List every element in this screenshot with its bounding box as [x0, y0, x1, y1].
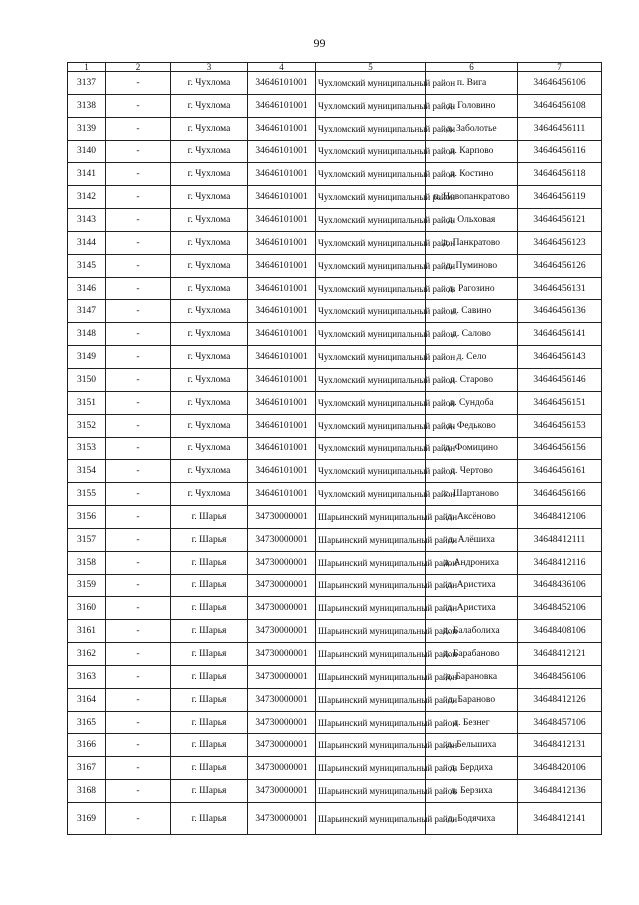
okato-cell: 34646456136	[518, 300, 602, 323]
okato-cell: 34648412106	[518, 506, 602, 529]
table-row	[68, 254, 602, 277]
table-row	[68, 483, 602, 506]
okato-cell: 34648412121	[518, 643, 602, 666]
column2-cell: -	[106, 186, 171, 209]
column-header: 2	[106, 63, 171, 72]
table-row	[68, 300, 602, 323]
district-cell: Шарьинский муниципальный район	[316, 551, 426, 574]
code-cell: 34646101001	[248, 414, 316, 437]
column-header: 4	[248, 63, 316, 72]
okato-cell: 34646456126	[518, 254, 602, 277]
column2-cell: -	[106, 437, 171, 460]
header-row	[68, 63, 602, 72]
okato-cell: 34646456121	[518, 209, 602, 232]
code-cell: 34646101001	[248, 323, 316, 346]
column2-cell: -	[106, 460, 171, 483]
table-row	[68, 231, 602, 254]
locality-cell: д. Бодячиха	[426, 803, 518, 835]
column2-cell: -	[106, 780, 171, 803]
table-row	[68, 734, 602, 757]
locality-cell: д. Федьково	[426, 414, 518, 437]
row-number-cell: 3144	[68, 231, 106, 254]
row-number-cell: 3139	[68, 117, 106, 140]
city-cell: г. Чухлома	[171, 140, 248, 163]
code-cell: 34730000001	[248, 803, 316, 835]
column2-cell: -	[106, 368, 171, 391]
code-cell: 34730000001	[248, 574, 316, 597]
table-row	[68, 72, 602, 95]
column2-cell: -	[106, 551, 171, 574]
column2-cell: -	[106, 117, 171, 140]
okato-cell: 34648412116	[518, 551, 602, 574]
column-header: 1	[68, 63, 106, 72]
locality-cell: д. Пуминово	[426, 254, 518, 277]
district-cell: Шарьинский муниципальный район	[316, 643, 426, 666]
city-cell: г. Чухлома	[171, 323, 248, 346]
district-cell: Чухломский муниципальный район	[316, 277, 426, 300]
city-cell: г. Шарья	[171, 551, 248, 574]
code-cell: 34646101001	[248, 346, 316, 369]
locality-cell: д. Рагозино	[426, 277, 518, 300]
okato-cell: 34646456123	[518, 231, 602, 254]
district-cell: Шарьинский муниципальный район	[316, 620, 426, 643]
table-row	[68, 574, 602, 597]
column2-cell: -	[106, 163, 171, 186]
code-cell: 34646101001	[248, 231, 316, 254]
district-cell: Чухломский муниципальный район	[316, 209, 426, 232]
okato-cell: 34648412141	[518, 803, 602, 835]
code-cell: 34646101001	[248, 163, 316, 186]
district-cell: Шарьинский муниципальный район	[316, 528, 426, 551]
city-cell: г. Чухлома	[171, 186, 248, 209]
code-cell: 34730000001	[248, 688, 316, 711]
table-row	[68, 391, 602, 414]
district-cell: Чухломский муниципальный район	[316, 300, 426, 323]
district-cell: Шарьинский муниципальный район	[316, 734, 426, 757]
row-number-cell: 3145	[68, 254, 106, 277]
city-cell: г. Шарья	[171, 620, 248, 643]
code-cell: 34730000001	[248, 757, 316, 780]
city-cell: г. Чухлома	[171, 460, 248, 483]
row-number-cell: 3159	[68, 574, 106, 597]
okato-cell: 34646456116	[518, 140, 602, 163]
city-cell: г. Шарья	[171, 688, 248, 711]
column2-cell: -	[106, 391, 171, 414]
city-cell: г. Чухлома	[171, 163, 248, 186]
table-row	[68, 437, 602, 460]
column2-cell: -	[106, 506, 171, 529]
table-row	[68, 620, 602, 643]
city-cell: г. Чухлома	[171, 209, 248, 232]
table-row	[68, 780, 602, 803]
column2-cell: -	[106, 414, 171, 437]
code-cell: 34646101001	[248, 117, 316, 140]
district-cell: Чухломский муниципальный район	[316, 323, 426, 346]
district-cell: Шарьинский муниципальный район	[316, 665, 426, 688]
locality-cell: п. Вига	[426, 72, 518, 95]
city-cell: г. Чухлома	[171, 117, 248, 140]
city-cell: г. Чухлома	[171, 94, 248, 117]
district-cell: Чухломский муниципальный район	[316, 163, 426, 186]
district-cell: Чухломский муниципальный район	[316, 391, 426, 414]
okato-cell: 34646456118	[518, 163, 602, 186]
locality-cell: д. Барановка	[426, 665, 518, 688]
row-number-cell: 3155	[68, 483, 106, 506]
locality-cell: д. Аристиха	[426, 597, 518, 620]
row-number-cell: 3167	[68, 757, 106, 780]
table-row	[68, 140, 602, 163]
city-cell: г. Шарья	[171, 643, 248, 666]
locality-cell: д. Бараново	[426, 688, 518, 711]
table-row	[68, 186, 602, 209]
locality-cell: д. Бельшиха	[426, 734, 518, 757]
table-row	[68, 757, 602, 780]
column2-cell: -	[106, 209, 171, 232]
locality-cell: д. Салово	[426, 323, 518, 346]
city-cell: г. Шарья	[171, 757, 248, 780]
code-cell: 34730000001	[248, 528, 316, 551]
locality-cell: д. Андрониха	[426, 551, 518, 574]
district-cell: Чухломский муниципальный район	[316, 94, 426, 117]
okato-cell: 34648412136	[518, 780, 602, 803]
table-row	[68, 414, 602, 437]
district-cell: Шарьинский муниципальный район	[316, 597, 426, 620]
okato-cell: 34646456119	[518, 186, 602, 209]
okato-cell: 34648412126	[518, 688, 602, 711]
table-row	[68, 94, 602, 117]
okato-cell: 34646456108	[518, 94, 602, 117]
locality-cell: д. Алёшиха	[426, 528, 518, 551]
row-number-cell: 3166	[68, 734, 106, 757]
column2-cell: -	[106, 574, 171, 597]
row-number-cell: 3154	[68, 460, 106, 483]
code-cell: 34646101001	[248, 300, 316, 323]
locality-cell: д. Балаболиха	[426, 620, 518, 643]
district-cell: Чухломский муниципальный район	[316, 483, 426, 506]
column2-cell: -	[106, 665, 171, 688]
row-number-cell: 3169	[68, 803, 106, 835]
okato-cell: 34648452106	[518, 597, 602, 620]
table-row	[68, 711, 602, 734]
row-number-cell: 3149	[68, 346, 106, 369]
column2-cell: -	[106, 528, 171, 551]
column2-cell: -	[106, 94, 171, 117]
code-cell: 34646101001	[248, 483, 316, 506]
row-number-cell: 3142	[68, 186, 106, 209]
column2-cell: -	[106, 757, 171, 780]
table-row	[68, 688, 602, 711]
city-cell: г. Шарья	[171, 506, 248, 529]
table-row	[68, 643, 602, 666]
code-cell: 34646101001	[248, 437, 316, 460]
okato-cell: 34646456146	[518, 368, 602, 391]
locality-cell: д. Чертово	[426, 460, 518, 483]
row-number-cell: 3148	[68, 323, 106, 346]
registry-table	[67, 62, 602, 835]
code-cell: 34646101001	[248, 72, 316, 95]
okato-cell: 34648456106	[518, 665, 602, 688]
city-cell: г. Шарья	[171, 597, 248, 620]
table-row	[68, 460, 602, 483]
table-row	[68, 506, 602, 529]
district-cell: Шарьинский муниципальный район	[316, 780, 426, 803]
city-cell: г. Чухлома	[171, 300, 248, 323]
code-cell: 34730000001	[248, 711, 316, 734]
city-cell: г. Чухлома	[171, 231, 248, 254]
district-cell: Чухломский муниципальный район	[316, 254, 426, 277]
city-cell: г. Чухлома	[171, 368, 248, 391]
code-cell: 34730000001	[248, 780, 316, 803]
city-cell: г. Чухлома	[171, 414, 248, 437]
locality-cell: д. Сундоба	[426, 391, 518, 414]
okato-cell: 34646456161	[518, 460, 602, 483]
code-cell: 34646101001	[248, 368, 316, 391]
row-number-cell: 3138	[68, 94, 106, 117]
code-cell: 34730000001	[248, 506, 316, 529]
column2-cell: -	[106, 300, 171, 323]
okato-cell: 34646456156	[518, 437, 602, 460]
district-cell: Шарьинский муниципальный район	[316, 803, 426, 835]
row-number-cell: 3168	[68, 780, 106, 803]
district-cell: Шарьинский муниципальный район	[316, 711, 426, 734]
code-cell: 34646101001	[248, 140, 316, 163]
column2-cell: -	[106, 140, 171, 163]
district-cell: Шарьинский муниципальный район	[316, 757, 426, 780]
table-row	[68, 665, 602, 688]
column2-cell: -	[106, 597, 171, 620]
city-cell: г. Шарья	[171, 528, 248, 551]
table-row	[68, 597, 602, 620]
okato-cell: 34646456153	[518, 414, 602, 437]
table-row	[68, 277, 602, 300]
okato-cell: 34648420106	[518, 757, 602, 780]
row-number-cell: 3140	[68, 140, 106, 163]
okato-cell: 34648436106	[518, 574, 602, 597]
row-number-cell: 3156	[68, 506, 106, 529]
table-row	[68, 117, 602, 140]
okato-cell: 34648408106	[518, 620, 602, 643]
column2-cell: -	[106, 688, 171, 711]
column2-cell: -	[106, 643, 171, 666]
code-cell: 34730000001	[248, 734, 316, 757]
district-cell: Чухломский муниципальный район	[316, 460, 426, 483]
locality-cell: д. Барабаново	[426, 643, 518, 666]
city-cell: г. Шарья	[171, 711, 248, 734]
locality-cell: д. Аксёново	[426, 506, 518, 529]
district-cell: Чухломский муниципальный район	[316, 186, 426, 209]
okato-cell: 34646456141	[518, 323, 602, 346]
code-cell: 34646101001	[248, 277, 316, 300]
row-number-cell: 3165	[68, 711, 106, 734]
table-row	[68, 323, 602, 346]
locality-cell: д. Берзиха	[426, 780, 518, 803]
city-cell: г. Чухлома	[171, 277, 248, 300]
district-cell: Чухломский муниципальный район	[316, 368, 426, 391]
table-row	[68, 346, 602, 369]
city-cell: г. Шарья	[171, 734, 248, 757]
code-cell: 34646101001	[248, 209, 316, 232]
column-header: 3	[171, 63, 248, 72]
code-cell: 34646101001	[248, 391, 316, 414]
column2-cell: -	[106, 803, 171, 835]
locality-cell: д. Савино	[426, 300, 518, 323]
locality-cell: д. Костино	[426, 163, 518, 186]
okato-cell: 34646456166	[518, 483, 602, 506]
city-cell: г. Чухлома	[171, 346, 248, 369]
row-number-cell: 3150	[68, 368, 106, 391]
okato-cell: 34646456131	[518, 277, 602, 300]
table-row	[68, 803, 602, 835]
city-cell: г. Шарья	[171, 665, 248, 688]
row-number-cell: 3147	[68, 300, 106, 323]
locality-cell: д. Карпово	[426, 140, 518, 163]
row-number-cell: 3151	[68, 391, 106, 414]
okato-cell: 34646456111	[518, 117, 602, 140]
locality-cell: д. Аристиха	[426, 574, 518, 597]
column2-cell: -	[106, 254, 171, 277]
district-cell: Шарьинский муниципальный район	[316, 506, 426, 529]
row-number-cell: 3160	[68, 597, 106, 620]
column2-cell: -	[106, 231, 171, 254]
district-cell: Чухломский муниципальный район	[316, 346, 426, 369]
okato-cell: 34648457106	[518, 711, 602, 734]
column2-cell: -	[106, 711, 171, 734]
district-cell: Чухломский муниципальный район	[316, 437, 426, 460]
column-header: 5	[316, 63, 426, 72]
row-number-cell: 3137	[68, 72, 106, 95]
column2-cell: -	[106, 72, 171, 95]
district-cell: Чухломский муниципальный район	[316, 72, 426, 95]
column2-cell: -	[106, 277, 171, 300]
code-cell: 34646101001	[248, 94, 316, 117]
code-cell: 34646101001	[248, 460, 316, 483]
table-row	[68, 528, 602, 551]
district-cell: Чухломский муниципальный район	[316, 231, 426, 254]
locality-cell: д. Село	[426, 346, 518, 369]
okato-cell: 34648412131	[518, 734, 602, 757]
column-header: 6	[426, 63, 518, 72]
table-row	[68, 368, 602, 391]
row-number-cell: 3164	[68, 688, 106, 711]
city-cell: г. Шарья	[171, 574, 248, 597]
code-cell: 34730000001	[248, 643, 316, 666]
locality-cell: с. Шартаново	[426, 483, 518, 506]
okato-cell: 34646456106	[518, 72, 602, 95]
district-cell: Шарьинский муниципальный район	[316, 574, 426, 597]
locality-cell: д. Безнег	[426, 711, 518, 734]
city-cell: г. Чухлома	[171, 72, 248, 95]
district-cell: Шарьинский муниципальный район	[316, 688, 426, 711]
table-row	[68, 551, 602, 574]
city-cell: г. Шарья	[171, 803, 248, 835]
locality-cell: д. Ольховая	[426, 209, 518, 232]
table-row	[68, 163, 602, 186]
locality-cell: д. Старово	[426, 368, 518, 391]
column2-cell: -	[106, 346, 171, 369]
code-cell: 34646101001	[248, 186, 316, 209]
row-number-cell: 3143	[68, 209, 106, 232]
column2-cell: -	[106, 323, 171, 346]
code-cell: 34730000001	[248, 665, 316, 688]
locality-cell: д. Бердиха	[426, 757, 518, 780]
district-cell: Чухломский муниципальный район	[316, 117, 426, 140]
row-number-cell: 3153	[68, 437, 106, 460]
locality-cell: д. Панкратово	[426, 231, 518, 254]
row-number-cell: 3161	[68, 620, 106, 643]
okato-cell: 34648412111	[518, 528, 602, 551]
city-cell: г. Чухлома	[171, 254, 248, 277]
row-number-cell: 3157	[68, 528, 106, 551]
city-cell: г. Чухлома	[171, 437, 248, 460]
row-number-cell: 3152	[68, 414, 106, 437]
row-number-cell: 3141	[68, 163, 106, 186]
column2-cell: -	[106, 620, 171, 643]
okato-cell: 34646456143	[518, 346, 602, 369]
locality-cell: д. Головино	[426, 94, 518, 117]
row-number-cell: 3163	[68, 665, 106, 688]
okato-cell: 34646456151	[518, 391, 602, 414]
district-cell: Чухломский муниципальный район	[316, 414, 426, 437]
code-cell: 34730000001	[248, 597, 316, 620]
district-cell: Чухломский муниципальный район	[316, 140, 426, 163]
row-number-cell: 3158	[68, 551, 106, 574]
locality-cell: д. Фомицино	[426, 437, 518, 460]
column2-cell: -	[106, 734, 171, 757]
column2-cell: -	[106, 483, 171, 506]
code-cell: 34730000001	[248, 551, 316, 574]
column-header: 7	[518, 63, 602, 72]
code-cell: 34646101001	[248, 254, 316, 277]
city-cell: г. Чухлома	[171, 483, 248, 506]
table-row	[68, 209, 602, 232]
row-number-cell: 3146	[68, 277, 106, 300]
page-number: 99	[313, 36, 326, 50]
locality-cell: п. Новопанкратово	[426, 186, 518, 209]
row-number-cell: 3162	[68, 643, 106, 666]
locality-cell: д. Заболотье	[426, 117, 518, 140]
city-cell: г. Чухлома	[171, 391, 248, 414]
code-cell: 34730000001	[248, 620, 316, 643]
city-cell: г. Шарья	[171, 780, 248, 803]
